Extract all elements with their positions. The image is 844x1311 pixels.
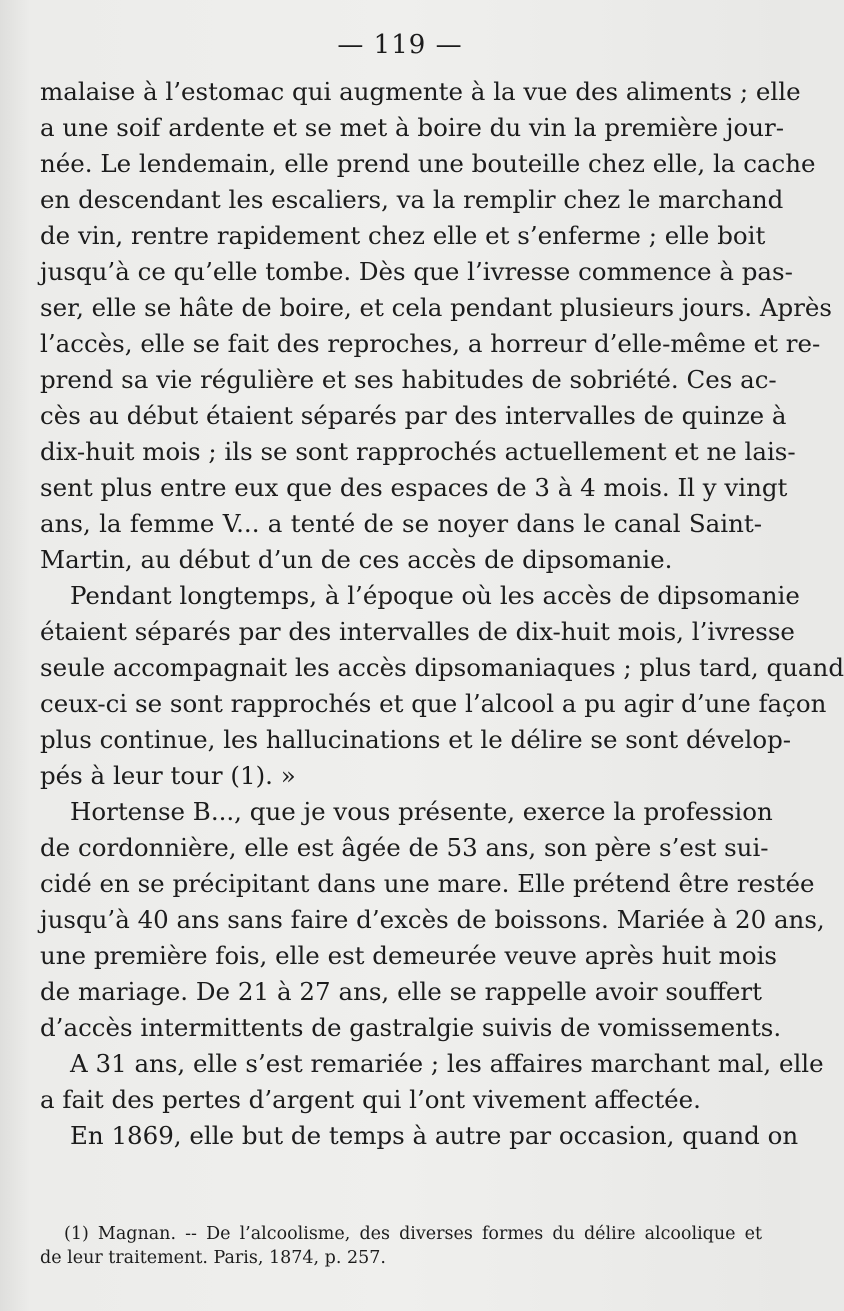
text-line: jusqu’à 40 ans sans faire d’excès de boissons. Mariée à 20 ans,	[40, 905, 825, 934]
text-line: cidé en se précipitant dans une mare. Elle prétend être restée	[40, 869, 815, 898]
body-text	[40, 74, 844, 1154]
text-line: une première fois, elle est demeurée veuve après huit mois	[40, 941, 777, 970]
text-line: de cordonnière, elle est âgée de 53 ans, son père s’est sui-	[40, 833, 769, 862]
text-line: Hortense B..., que je vous présente, exerce la profession	[70, 797, 773, 826]
footnote-line: (1) Magnan. -- De l’alcoolisme, des diverses formes du délire alcoolique et	[64, 1224, 762, 1244]
text-line: A 31 ans, elle s’est remariée ; les affaires marchant mal, elle	[70, 1049, 824, 1078]
text-line: malaise à l’estomac qui augmente à la vue des aliments ; elle	[40, 77, 801, 106]
text-line: de mariage. De 21 à 27 ans, elle se rappelle avoir souffert	[40, 977, 762, 1006]
text-line: Pendant longtemps, à l’époque où les accès de dipsomanie	[70, 581, 800, 610]
text-line: ser, elle se hâte de boire, et cela pendant plusieurs jours. Après	[40, 293, 832, 322]
text-line: de vin, rentre rapidement chez elle et s’enferme ; elle boit	[40, 221, 766, 250]
text-line: cès au début étaient séparés par des intervalles de quinze à	[40, 401, 787, 430]
text-line: plus continue, les hallucinations et le délire se sont dévelop-	[40, 725, 792, 754]
text-line: étaient séparés par des intervalles de dix-huit mois, l’ivresse	[40, 617, 795, 646]
text-line: En 1869, elle but de temps à autre par occasion, quand on	[70, 1121, 799, 1150]
text-line: prend sa vie régulière et ses habitudes de sobriété. Ces ac-	[40, 365, 777, 394]
text-line: Martin, au début d’un de ces accès de dipsomanie.	[40, 545, 673, 574]
text-line: d’accès intermittents de gastralgie suivis de vomissements.	[40, 1013, 782, 1042]
paragraph-2	[40, 578, 844, 794]
footnote	[40, 1222, 762, 1270]
paragraph-1	[40, 74, 832, 578]
page-number: — 119 —	[337, 30, 463, 60]
text-line: l’accès, elle se fait des reproches, a horreur d’elle-même et re-	[40, 329, 821, 358]
text-line: pés à leur tour (1). »	[40, 761, 296, 790]
text-line: a fait des pertes d’argent qui l’ont vivement affectée.	[40, 1085, 701, 1114]
text-line: a une soif ardente et se met à boire du vin la première jour-	[40, 113, 784, 142]
paragraph-5	[40, 1118, 799, 1154]
footnote-line: de leur traitement. Paris, 1874, p. 257.	[40, 1248, 386, 1268]
text-line: dix-huit mois ; ils se sont rapprochés actuellement et ne lais-	[40, 437, 796, 466]
text-line: jusqu’à ce qu’elle tombe. Dès que l’ivresse commence à pas-	[40, 257, 793, 286]
text-line: sent plus entre eux que des espaces de 3 à 4 mois. Il y vingt	[40, 473, 788, 502]
text-line: seule accompagnait les accès dipsomaniaques ; plus tard, quand	[40, 653, 844, 682]
text-line: ceux-ci se sont rapprochés et que l’alcool a pu agir d’une façon	[40, 689, 827, 718]
paragraph-4	[40, 1046, 824, 1118]
text-line: née. Le lendemain, elle prend une bouteille chez elle, la cache	[40, 149, 816, 178]
text-line: ans, la femme V... a tenté de se noyer dans le canal Saint-	[40, 509, 762, 538]
text-line: en descendant les escaliers, va la remplir chez le marchand	[40, 185, 784, 214]
paragraph-3	[40, 794, 825, 1046]
